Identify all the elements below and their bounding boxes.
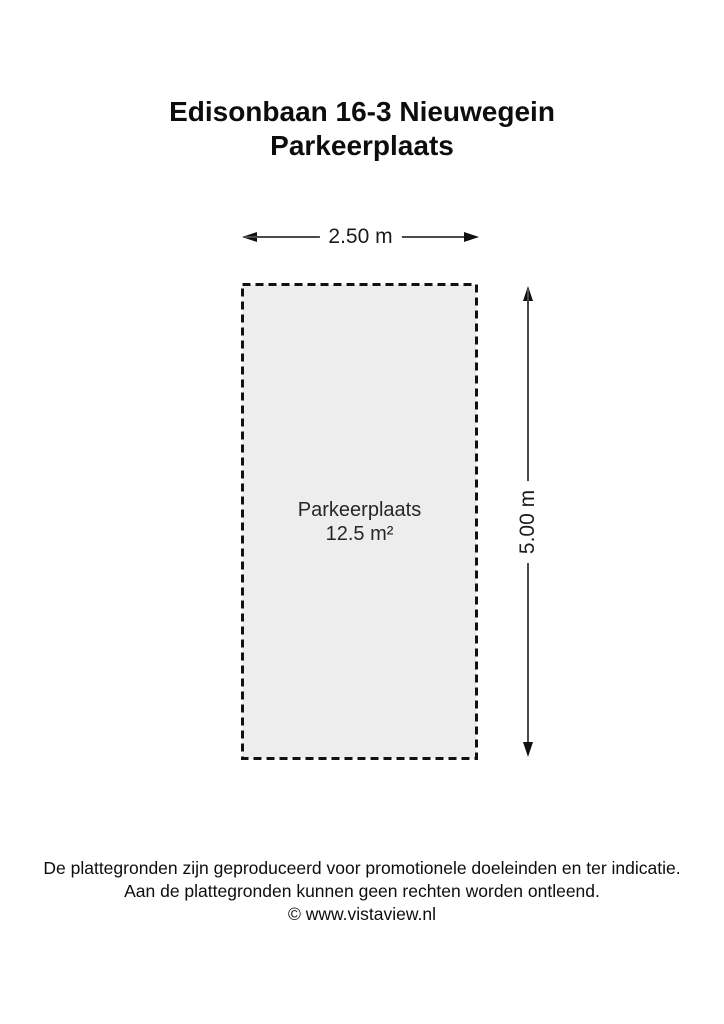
arrow-down-icon: [523, 742, 533, 757]
depth-dimension: [517, 286, 538, 757]
room-name: Parkeerplaats: [297, 498, 422, 521]
copyright-credit: © www.vistaview.nl: [287, 904, 437, 924]
width-dimension-label: 2.50 m: [319, 225, 401, 249]
disclaimer-line-1: De plattegronden zijn geproduceerd voor promotionele doeleinden en ter indicatie.: [43, 858, 681, 878]
title-address: Edisonbaan 16-3 Nieuwegein: [169, 96, 555, 127]
room-label: [241, 283, 478, 760]
depth-dimension-label: 5.00 m: [516, 480, 540, 562]
room-area: 12.5 m²: [325, 522, 394, 545]
arrow-right-icon: [464, 232, 479, 242]
disclaimer-line-2: Aan de plattegronden kunnen geen rechten worden ontleend.: [124, 881, 600, 901]
parking-space-room: [241, 283, 478, 760]
page-title: [0, 95, 724, 163]
title-subject: Parkeerplaats: [270, 130, 454, 161]
width-dimension: [242, 226, 479, 247]
disclaimer: [0, 857, 724, 926]
